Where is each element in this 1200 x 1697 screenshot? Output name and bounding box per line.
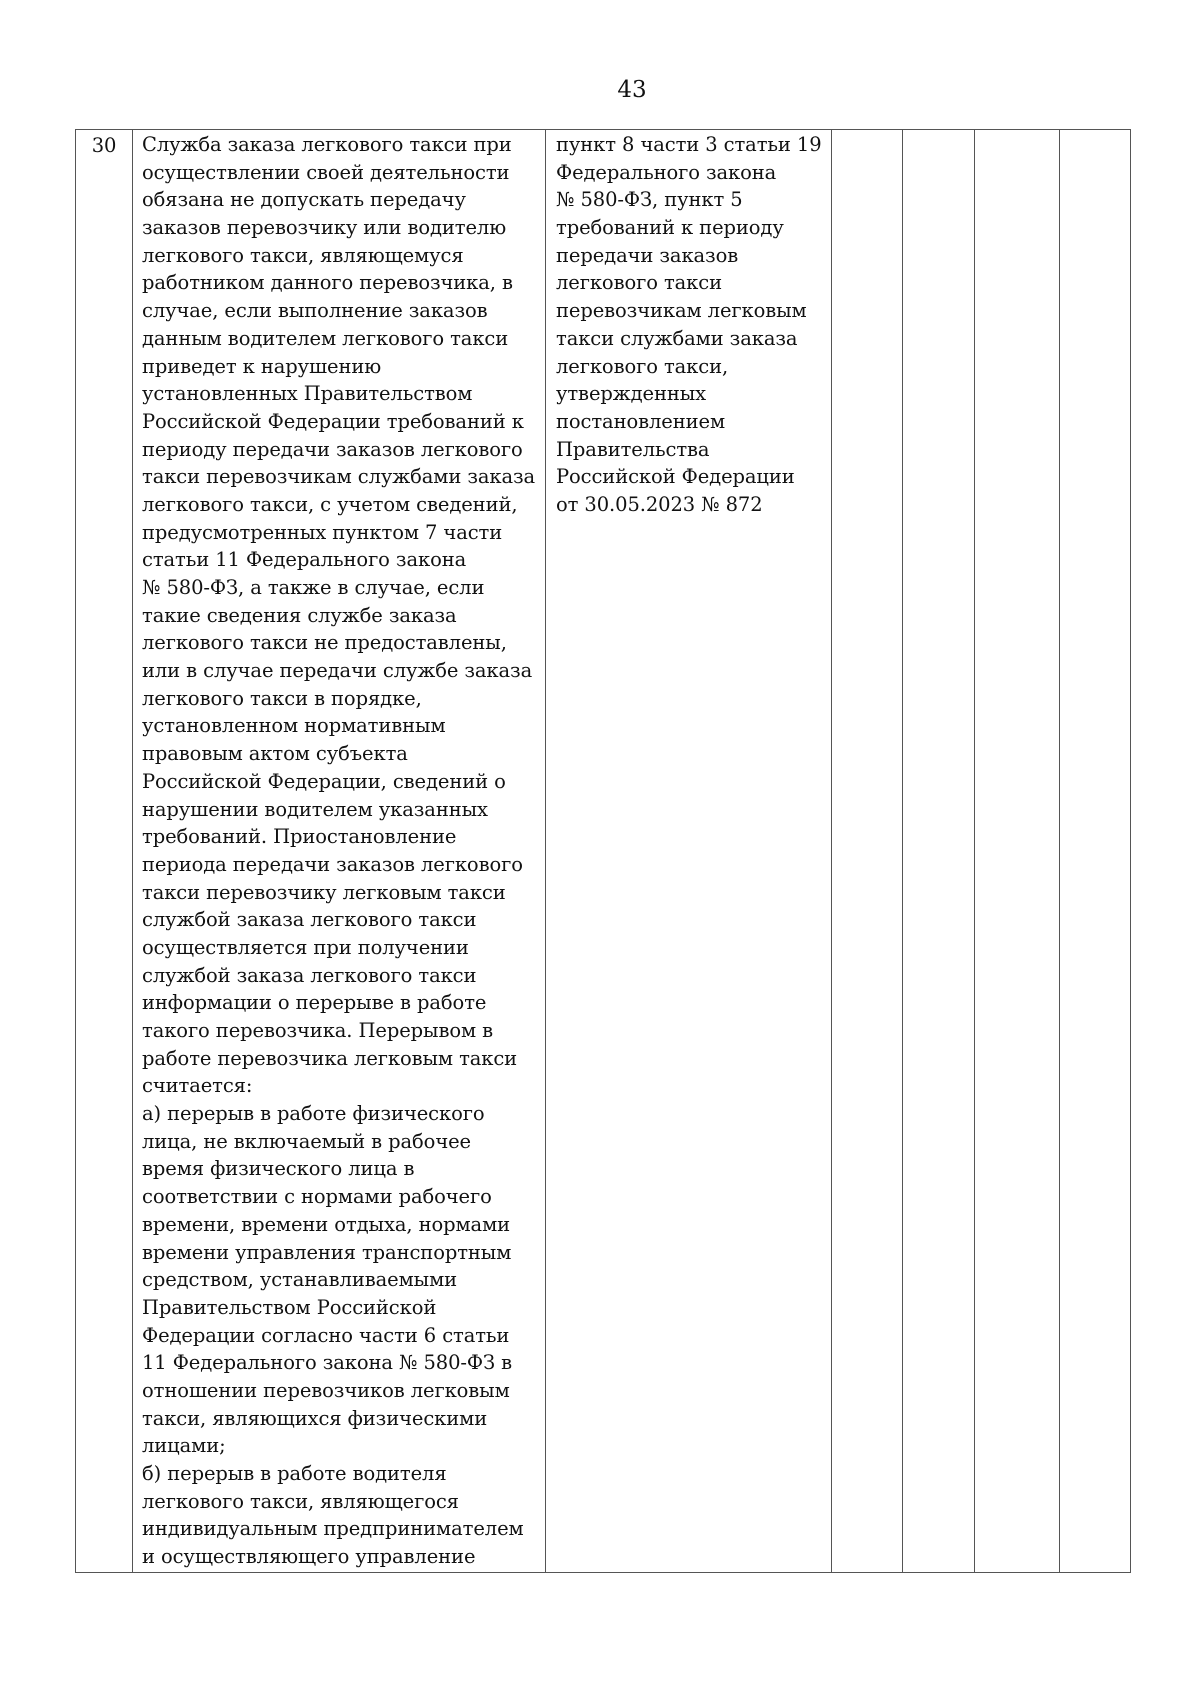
text-line: осуществляется при получении — [142, 935, 469, 959]
row-number-cell — [76, 130, 133, 1573]
text-line: легкового такси, являющегося — [142, 1489, 459, 1513]
text-line: или в случае передачи службе заказа — [142, 659, 533, 683]
text-line: предусмотренных пунктом 7 части — [142, 520, 503, 544]
text-line: периода передачи заказов легкового — [142, 852, 523, 876]
text-line: перевозчикам легковым — [556, 299, 807, 323]
text-line: работе перевозчика легковым такси — [142, 1046, 518, 1070]
text-line: легкового такси, являющемуся — [142, 243, 464, 267]
text-line: утвержденных — [556, 382, 707, 406]
legal-reference-cell — [546, 130, 832, 1573]
text-line: такого перевозчика. Перерывом в — [142, 1019, 494, 1042]
text-line: пункт 8 части 3 статьи 19 — [556, 133, 822, 156]
text-line: времени, времени отдыха, нормами — [142, 1212, 511, 1236]
text-line: случае, если выполнение заказов — [142, 299, 488, 323]
text-line: Служба заказа легкового такси при — [142, 133, 512, 156]
text-line: заказов перевозчику или водителю — [142, 216, 507, 240]
requirements-table — [75, 129, 1131, 1573]
text-line: индивидуальным предпринимателем — [142, 1517, 524, 1541]
text-line: средством, устанавливаемыми — [142, 1268, 458, 1292]
text-line: легкового такси — [556, 271, 722, 295]
empty-cell-1 — [832, 130, 903, 1573]
text-line: требований. Приостановление — [142, 825, 457, 849]
text-line: время физического лица в — [142, 1157, 415, 1181]
text-line: Правительства — [556, 437, 710, 461]
text-line: Российской Федерации требований к — [142, 409, 524, 433]
text-line: такси службами заказа — [556, 326, 798, 350]
text-line: информации о перерыве в работе — [142, 991, 487, 1015]
text-line: Федерации согласно части 6 статьи — [142, 1323, 510, 1347]
text-line: работником данного перевозчика, в — [142, 271, 513, 295]
text-line: 11 Федерального закона № 580-ФЗ в — [142, 1351, 512, 1375]
text-line: легкового такси не предоставлены, — [142, 631, 507, 655]
empty-cell-3 — [975, 130, 1060, 1573]
text-line: легкового такси, — [556, 354, 729, 378]
text-line: установленном нормативным — [142, 714, 446, 738]
text-line: лицами; — [142, 1434, 226, 1458]
row-number: 30 — [91, 134, 117, 157]
text-line: статьи 11 Федерального закона — [142, 548, 467, 572]
requirement-text — [133, 130, 545, 1571]
text-line: Российской Федерации — [556, 465, 795, 489]
text-line: данным водителем легкового такси — [142, 326, 509, 350]
text-line: и осуществляющего управление — [142, 1545, 476, 1569]
text-line: Правительством Российской — [142, 1295, 437, 1319]
text-line: времени управления транспортным — [142, 1240, 512, 1264]
text-line: отношении перевозчиков легковым — [142, 1378, 510, 1402]
text-line: лица, не включаемый в рабочее — [142, 1129, 471, 1153]
text-line: такси, являющихся физическими — [142, 1406, 488, 1430]
empty-cell-4 — [1060, 130, 1131, 1573]
requirement-text-cell — [133, 130, 546, 1573]
text-line: передачи заказов — [556, 243, 739, 267]
table-row — [76, 130, 1131, 1573]
text-line: службой заказа легкового такси — [142, 963, 477, 987]
text-line: установленных Правительством — [142, 382, 473, 406]
text-line: легкового такси, с учетом сведений, — [142, 492, 518, 516]
text-line: приведет к нарушению — [142, 354, 382, 378]
text-line: б) перерыв в работе водителя — [142, 1462, 447, 1485]
text-line: а) перерыв в работе физического — [142, 1102, 485, 1126]
text-line: легкового такси в порядке, — [142, 686, 422, 710]
text-line: соответствии с нормами рабочего — [142, 1185, 492, 1209]
text-line: требований к периоду — [556, 216, 784, 240]
legal-reference-text — [546, 130, 831, 519]
text-line: осуществлении своей деятельности — [142, 160, 510, 184]
text-line: Федерального закона — [556, 160, 777, 184]
text-line: такси перевозчику легковым такси — [142, 880, 506, 904]
text-line: постановлением — [556, 409, 726, 433]
text-line: правовым актом субъекта — [142, 742, 408, 766]
text-line: нарушении водителем указанных — [142, 797, 488, 821]
text-line: № 580-ФЗ, пункт 5 — [556, 188, 743, 212]
page-number: 43 — [617, 77, 647, 103]
text-line: периоду передачи заказов легкового — [142, 437, 523, 461]
text-line: обязана не допускать передачу — [142, 188, 466, 212]
text-line: от 30.05.2023 № 872 — [556, 492, 763, 516]
text-line: Российской Федерации, сведений о — [142, 769, 506, 793]
text-line: считается: — [142, 1074, 253, 1098]
text-line: такие сведения службе заказа — [142, 603, 457, 627]
text-line: № 580-ФЗ, а также в случае, если — [142, 576, 485, 599]
text-line: такси перевозчикам службами заказа — [142, 465, 536, 489]
empty-cell-2 — [903, 130, 975, 1573]
text-line: службой заказа легкового такси — [142, 908, 477, 932]
